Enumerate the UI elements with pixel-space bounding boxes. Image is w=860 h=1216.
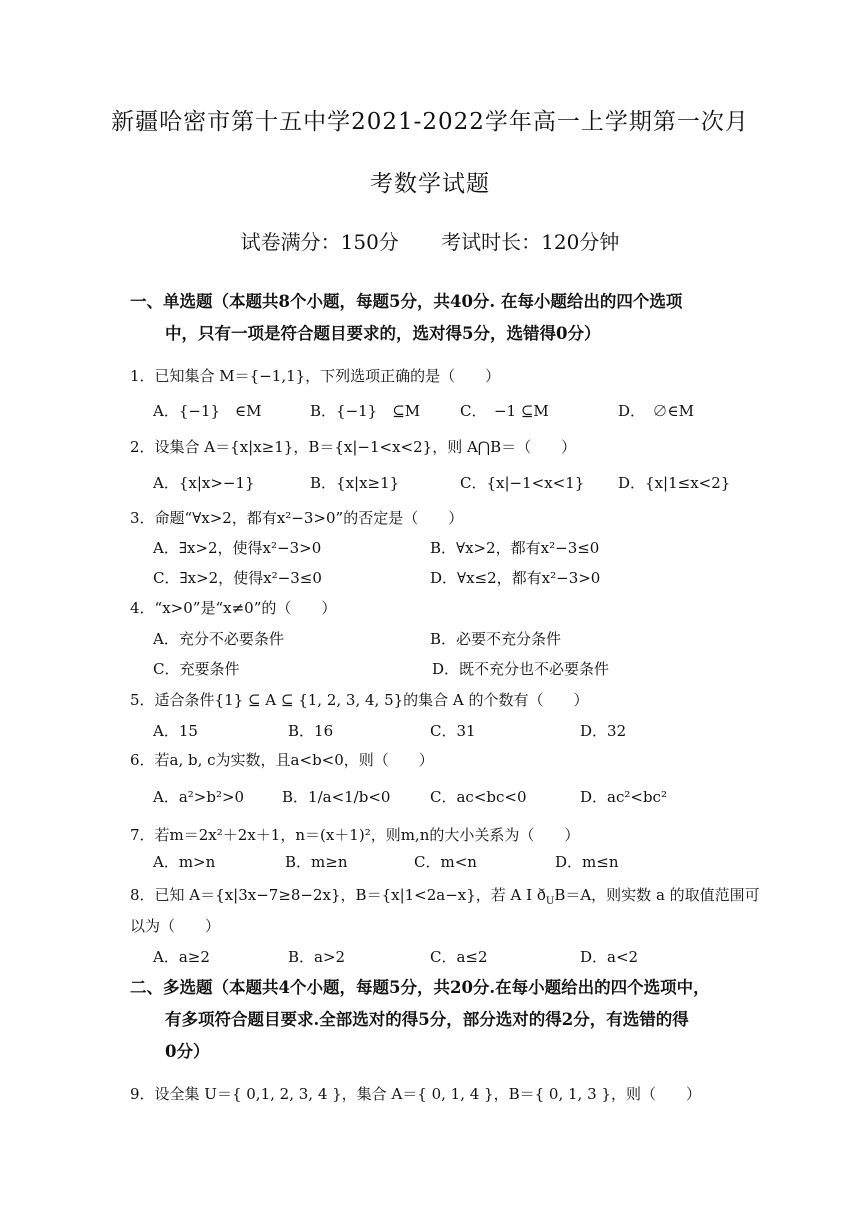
q3-option-a: A．∃x>2，使得x²−3>0: [153, 539, 322, 557]
q6-option-c: C．ac<bc<0: [430, 788, 527, 806]
section-2-heading: 二、多选题（本题共4个小题，每题5分，共20分.在每小题给出的四个选项中， 有多项符合题目要求.全部选对的得5分，部分选对的得2分，有选错的得 0分）: [130, 978, 710, 1061]
q5-option-d: D．32: [580, 722, 627, 740]
q4-option-a: A．充分不必要条件: [153, 630, 284, 648]
q4-option-b: B．必要不充分条件: [430, 630, 562, 648]
q8-option-d: D．a<2: [580, 948, 639, 966]
question-4: 4．“x>0”是“x≠0”的（ ）: [130, 599, 337, 617]
question-8: 8．已知 A＝{x|3x−7≥8−2x}，B＝{x|1<2a−x}，若 A I $ð_UB=A$，则实数 a 的取值范围可: [130, 886, 760, 907]
q2-option-b: B．{x|x≥1}: [310, 474, 400, 492]
question-7: 7．若m＝2x²＋2x＋1，n＝(x＋1)²，则m,n的大小关系为（ ）: [130, 826, 580, 844]
q1-option-d: D． ∅∈M: [618, 402, 694, 420]
question-6: 6．若a, b, c为实数，且a<b<0，则（ ）: [130, 751, 434, 769]
q3-option-d: D．∀x≤2，都有x²−3>0: [430, 569, 601, 587]
q8-option-b: B．a>2: [288, 948, 346, 966]
full-score: 试卷满分：150分: [240, 230, 399, 254]
q3-option-b: B．∀x>2，都有x²−3≤0: [430, 539, 600, 557]
q7-option-c: C．m<n: [414, 853, 477, 871]
q7-option-d: D．m≤n: [555, 853, 619, 871]
q6-option-b: B．1/a<1/b<0: [282, 788, 391, 806]
q5-option-a: A．15: [153, 722, 198, 740]
q8-option-c: C．a≤2: [430, 948, 488, 966]
exam-meta: [0, 226, 860, 255]
q2-option-a: A．{x|x>−1}: [153, 474, 255, 492]
question-3: 3．命题“∀x>2，都有x²−3>0”的否定是（ ）: [130, 509, 464, 527]
q1-option-b: B．{−1} ⊆M: [310, 402, 421, 420]
q1-option-c: C． −1 ⊆M: [460, 402, 549, 420]
section-1-heading: 一、单选题（本题共8个小题，每题5分，共40分. 在每小题给出的四个选项 中，只有一项是符合题目要求的，选对得5分，选错得0分）: [130, 292, 683, 343]
q5-option-b: B．16: [288, 722, 334, 740]
q6-option-d: D．ac²<bc²: [580, 788, 667, 806]
q4-option-d: D．既不充分也不必要条件: [432, 660, 610, 678]
q2-option-d: D．{x|1≤x<2}: [618, 474, 731, 492]
q8-option-a: A．a≥2: [153, 948, 210, 966]
question-1: 1．已知集合 M＝{−1,1}，下列选项正确的是（ ）: [130, 367, 501, 385]
title-line-2: 考数学试题: [370, 171, 490, 197]
title-line-1: 新疆哈密市第十五中学2021-2022学年高一上学期第一次月: [111, 109, 749, 135]
q1-option-a: A．{−1} ∈M: [153, 402, 262, 420]
q7-option-a: A．m>n: [153, 853, 216, 871]
question-8-continued: 以为（ ）: [130, 917, 221, 935]
q4-option-c: C．充要条件: [153, 660, 240, 678]
question-5: 5．适合条件{1} ⊆ A ⊆ {1, 2, 3, 4, 5}的集合 A 的个数有（ ）: [130, 691, 589, 709]
question-9: 9．设全集 U＝{ 0,1, 2, 3, 4 }，集合 A＝{ 0, 1, 4 }，B＝{ 0, 1, 3 }，则（ ）: [130, 1085, 701, 1103]
q7-option-b: B．m≥n: [285, 853, 348, 871]
q6-option-a: A．a²>b²>0: [153, 788, 245, 806]
q2-option-c: C．{x|−1<x<1}: [460, 474, 585, 492]
duration: 考试时长：120分钟: [441, 230, 620, 254]
q3-option-c: C．∃x>2，使得x²−3≤0: [153, 569, 322, 587]
question-2: 2．设集合 A＝{x|x≥1}，B＝{x|−1<x<2}，则 A⋂B＝（ ）: [130, 438, 577, 456]
q5-option-c: C．31: [430, 722, 476, 740]
